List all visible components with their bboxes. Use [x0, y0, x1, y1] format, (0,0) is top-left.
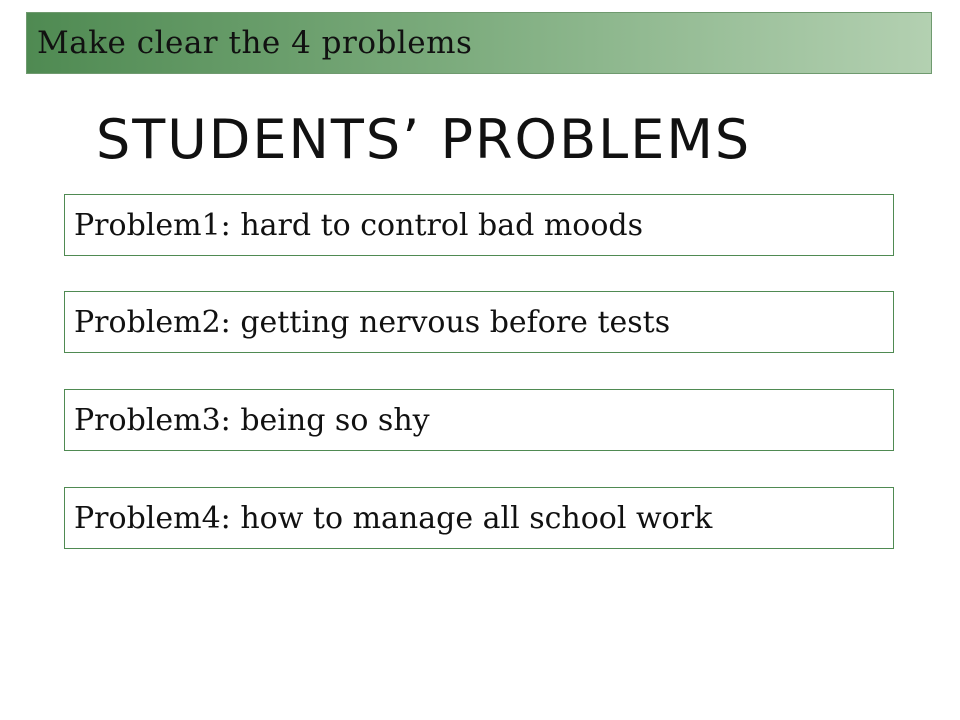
problem-text-4: Problem4: how to manage all school work	[74, 500, 713, 536]
slide-title: STUDENTS’ PROBLEMS	[96, 108, 752, 171]
problem-box-1	[64, 194, 894, 256]
problem-text-2: Problem2: getting nervous before tests	[74, 304, 671, 340]
problem-box-4	[64, 487, 894, 549]
problem-box-2	[64, 291, 894, 353]
problem-box-3	[64, 389, 894, 451]
header-banner	[26, 12, 932, 74]
header-title: Make clear the 4 problems	[37, 25, 473, 61]
problem-text-3: Problem3: being so shy	[74, 402, 430, 438]
problem-text-1: Problem1: hard to control bad moods	[74, 207, 644, 243]
